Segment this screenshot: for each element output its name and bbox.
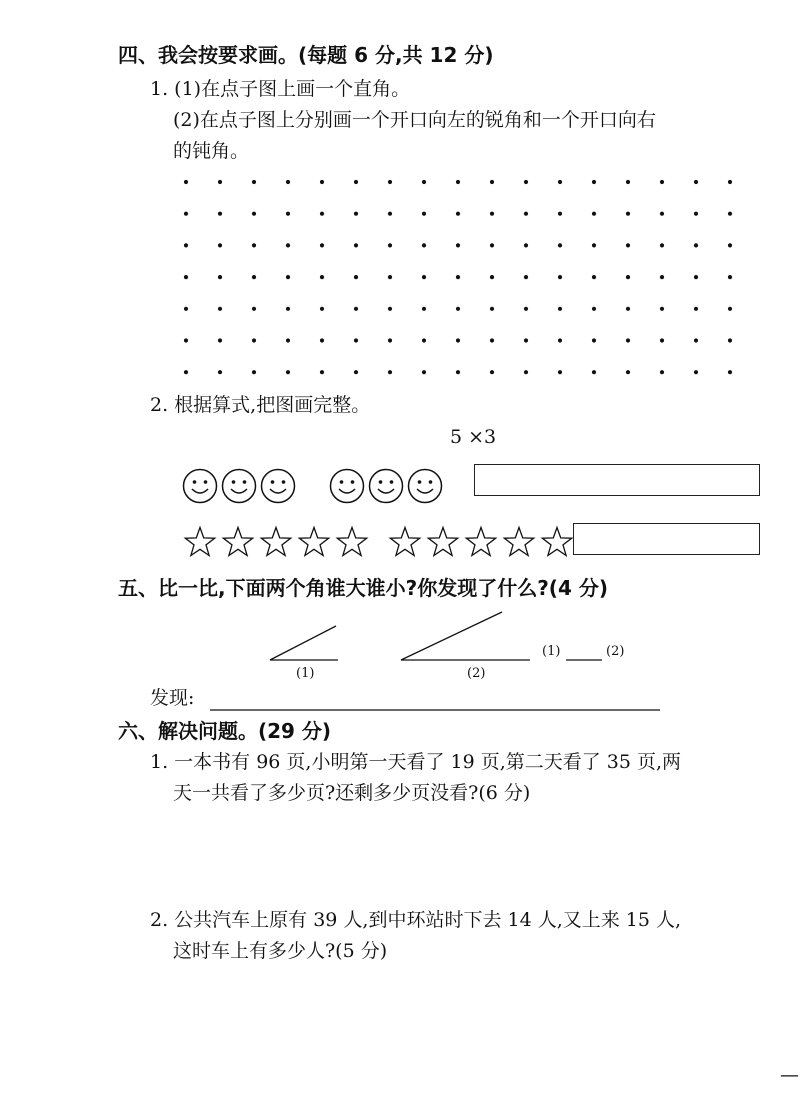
q2-instruction: 2. 根据算式,把图画完整。 — [150, 394, 371, 416]
section4-heading: 四、我会按要求画。(每题 6 分,共 12 分) — [118, 43, 494, 67]
compare-right-label: (2) — [606, 644, 625, 659]
q1-part2-line2: 的钝角。 — [173, 140, 250, 162]
discovery-label: 发现: — [150, 687, 195, 709]
q1-part1: 1. (1)在点子图上画一个直角。 — [150, 78, 411, 100]
compare-left-label: (1) — [542, 644, 561, 659]
s6-q1-line1: 1. 一本书有 96 页,小明第一天看了 19 页,第二天看了 35 页,两 — [150, 751, 682, 773]
angle2-label: (2) — [467, 666, 486, 681]
section5-heading: 五、比一比,下面两个角谁大谁小?你发现了什么?(4 分) — [118, 576, 608, 600]
q1-part2-line1: (2)在点子图上分别画一个开口向左的锐角和一个开口向右 — [173, 109, 656, 131]
formula: 5 ×3 — [450, 426, 497, 448]
angle1-upper-ray — [270, 626, 336, 660]
s6-q1-line2: 天一共看了多少页?还剩多少页没看?(6 分) — [173, 782, 531, 804]
angle1-label: (1) — [296, 666, 315, 681]
page-mark: — — [780, 1064, 799, 1086]
section6-heading: 六、解决问题。(29 分) — [118, 719, 332, 743]
angle2-upper-ray — [401, 612, 502, 660]
s6-q2-line2: 这时车上有多少人?(5 分) — [173, 940, 388, 962]
s6-q2-line1: 2. 公共汽车上原有 39 人,到中环站时下去 14 人,又上来 15 人, — [150, 909, 682, 931]
